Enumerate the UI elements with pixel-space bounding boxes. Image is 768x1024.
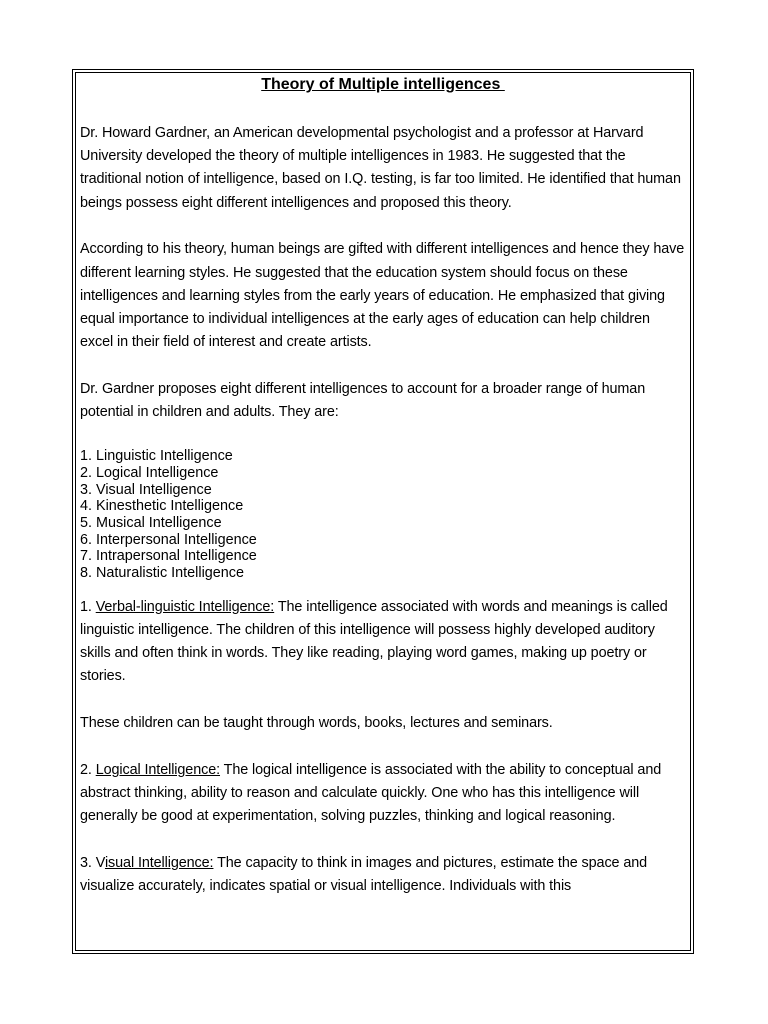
document-title: Theory of Multiple intelligences bbox=[261, 76, 505, 93]
section-verbal-linguistic bbox=[80, 596, 686, 689]
section-heading: isual Intelligence: bbox=[104, 854, 214, 871]
list-item: 8. Naturalistic Intelligence bbox=[80, 565, 244, 582]
paragraph-theory: According to his theory, human beings are gifted with different intelligences and hence they have different learning styles. He suggested that the education system should focus on these intelligences and learning styles from the early years of education. He emphasized that giving equal importance to individual intelligences at the early ages of education can help children excel in their field of interest and create artists. bbox=[80, 241, 685, 351]
list-item: 1. Linguistic Intelligence bbox=[80, 448, 233, 465]
section-logical bbox=[80, 759, 686, 829]
section-body: The capacity to think in images and pictures, estimate the space and visualize accurately, indicates spatial or visual intelligence. Individuals with this bbox=[80, 854, 648, 895]
section-number: 3. V bbox=[80, 854, 105, 871]
list-item: 4. Kinesthetic Intelligence bbox=[80, 498, 244, 515]
section-heading: Verbal-linguistic Intelligence: bbox=[95, 598, 275, 615]
section-visual bbox=[80, 852, 686, 898]
paragraph-intro: Dr. Howard Gardner, an American developmental psychologist and a professor at Harvard University developed the theory of multiple intelligences in 1983. He suggested that the traditional notion of intelligence, based on I.Q. testing, is far too limited. He identified that human beings possess eight different intelligences and proposed this theory. bbox=[80, 125, 681, 211]
list-item: 3. Visual Intelligence bbox=[80, 481, 212, 498]
list-item: 7. Intrapersonal Intelligence bbox=[80, 548, 257, 565]
section-body: The logical intelligence is associated with the ability to conceptual and abstract thinking, ability to reason and calculate quickly. One who has this intelligence will generally be good at experimentation, solving puzzles, thinking and logical reasoning. bbox=[80, 761, 662, 825]
intelligences-list bbox=[80, 448, 686, 582]
list-item: 5. Musical Intelligence bbox=[80, 515, 222, 532]
paragraph-proposal: Dr. Gardner proposes eight different intelligences to account for a broader range of human potential in children and adults. They are: bbox=[80, 380, 646, 421]
section-body: The intelligence associated with words and meanings is called linguistic intelligence. The children of this intelligence will possess highly developed auditory skills and often think in words. They like reading, playing word games, making up poetry or stories. bbox=[80, 598, 668, 685]
list-item: 6. Interpersonal Intelligence bbox=[80, 531, 257, 548]
document-body bbox=[80, 74, 686, 898]
list-item: 2. Logical Intelligence bbox=[80, 464, 219, 481]
section-number: 2. bbox=[80, 761, 96, 778]
section-number: 1. bbox=[80, 598, 96, 615]
paragraph-teaching: These children can be taught through words, books, lectures and seminars. bbox=[80, 715, 553, 732]
section-heading: Logical Intelligence: bbox=[95, 761, 221, 778]
